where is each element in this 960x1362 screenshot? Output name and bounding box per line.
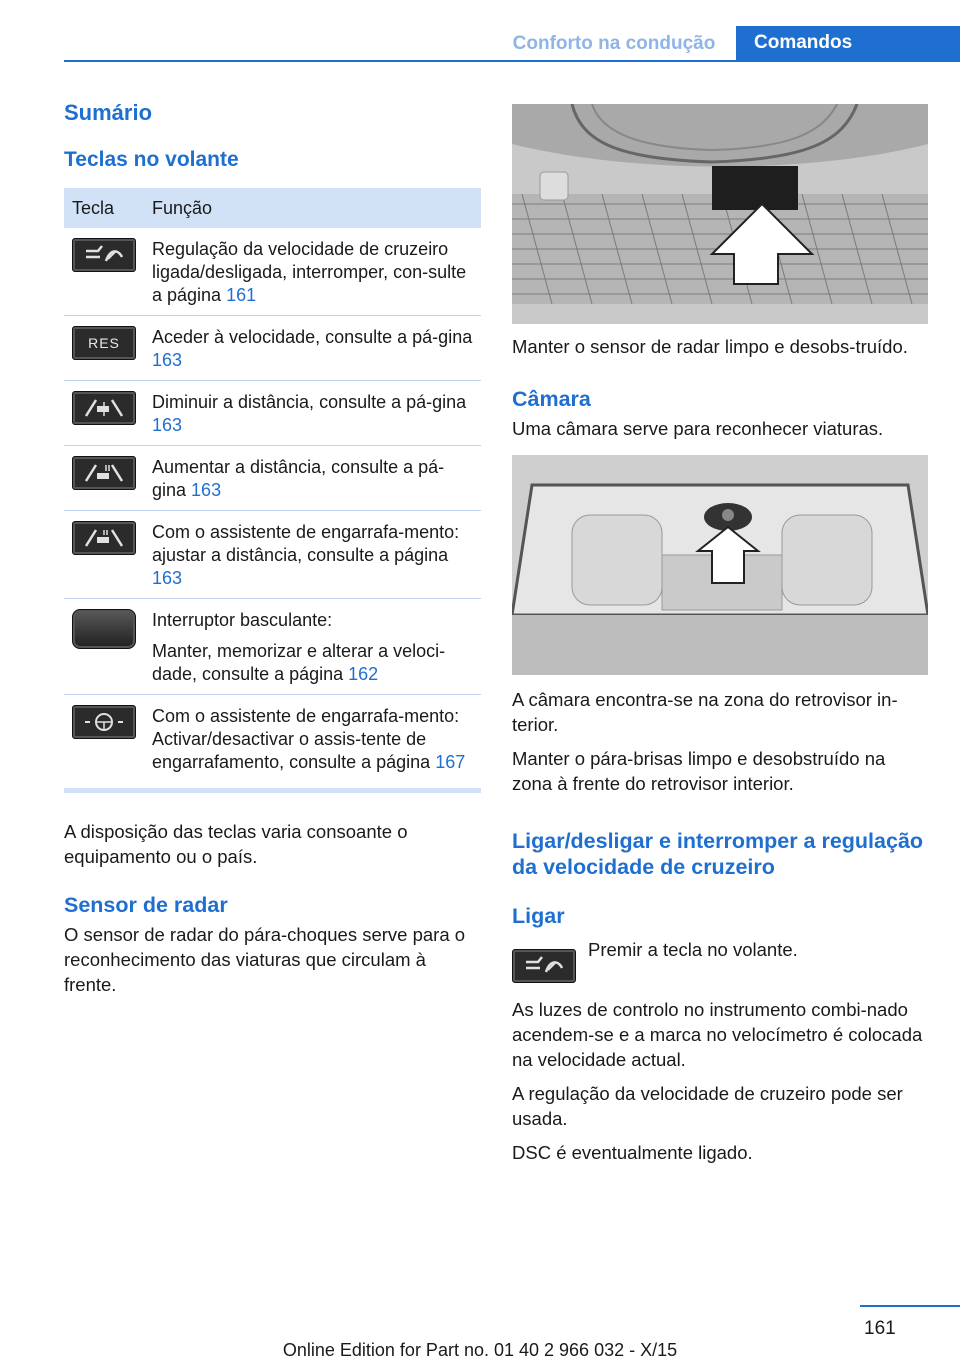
column-header-function: Função	[144, 188, 481, 228]
page-link[interactable]: 163	[191, 480, 222, 500]
camera-photo	[512, 455, 928, 675]
steering-keys-heading: Teclas no volante	[64, 148, 239, 171]
page-link[interactable]: 163	[152, 568, 183, 588]
keys-note: A disposição das teclas varia consoante o equipamento ou o país.	[64, 821, 408, 867]
cruise-control-key-icon	[512, 949, 576, 983]
radar-sensor-heading: Sensor de radar	[64, 893, 228, 917]
radar-photo-caption: Manter o sensor de radar limpo e desobs-truído.	[512, 336, 908, 357]
radar-sensor-text: O sensor de radar do pára-choques serve para o reconhecimento das viaturas que circulam à frente.	[64, 924, 466, 995]
camera-intro: Uma câmara serve para reconhecer viaturas.	[512, 418, 884, 439]
cruise-on-paragraph-2: A regulação da velocidade de cruzeiro pode ser usada.	[512, 1083, 903, 1129]
table-row	[64, 228, 481, 316]
distance-decrease-key-icon	[72, 391, 136, 425]
page-link[interactable]: 167	[435, 752, 466, 772]
camera-heading: Câmara	[512, 387, 591, 411]
table-row	[64, 381, 481, 446]
distance-increase-key-icon	[72, 456, 136, 490]
table-bottom-rule	[64, 788, 481, 793]
table-row	[64, 446, 481, 511]
cruise-control-section-heading: Ligar/desligar e interromper a regulação da velocidade de cruzeiro	[512, 829, 924, 879]
row-function-text: Com o assistente de engarrafa-mento: Activar/desactivar o assis-tente de engarrafamento, consulte a página	[152, 706, 460, 772]
traffic-jam-assistant-key-icon	[72, 705, 136, 739]
row-function-title: Interruptor basculante:	[152, 610, 333, 630]
page-number: 161	[864, 1318, 896, 1339]
rocker-switch-icon	[72, 609, 136, 649]
row-function-text: Diminuir a distância, consulte a pá-gina	[152, 392, 467, 412]
cruise-on-paragraph-3: DSC é eventualmente ligado.	[512, 1142, 753, 1163]
switch-on-heading: Ligar	[512, 904, 565, 928]
radar-sensor-photo	[512, 104, 928, 324]
summary-heading: Sumário	[64, 100, 153, 125]
row-function-text: Manter, memorizar e alterar a veloci-dade, consulte a página	[152, 641, 446, 684]
page-link[interactable]: 161	[226, 285, 257, 305]
cruise-control-key-icon	[72, 238, 136, 272]
table-row	[64, 599, 481, 695]
running-header-section: Conforto na condução	[512, 33, 716, 54]
table-row	[64, 316, 481, 381]
camera-clean-text: Manter o pára-brisas limpo e desobstruído na zona à frente do retrovisor interior.	[512, 748, 886, 794]
page-link[interactable]: 163	[152, 350, 183, 370]
steering-keys-table	[64, 188, 481, 788]
page-link[interactable]: 162	[348, 664, 379, 684]
switch-on-step	[512, 937, 928, 983]
row-function-text: Aceder à velocidade, consulte a pá-gina	[152, 327, 473, 347]
table-row	[64, 511, 481, 599]
edition-footer: Online Edition for Part no. 01 40 2 966 032 - X/15	[282, 1340, 678, 1360]
running-header-chapter: Comandos	[736, 26, 960, 62]
row-function-text: Com o assistente de engarrafa-mento: ajustar a distância, consulte a página	[152, 522, 460, 565]
left-column	[64, 100, 481, 997]
header-rule	[64, 60, 960, 62]
column-header-key: Tecla	[64, 188, 144, 228]
row-function-text: Aumentar a distância, consulte a pá-gina	[152, 457, 445, 500]
table-row	[64, 695, 481, 789]
camera-location-text: A câmara encontra-se na zona do retrovisor in-terior.	[512, 689, 898, 735]
right-column	[512, 104, 928, 1165]
cruise-on-paragraph-1: As luzes de controlo no instrumento combi-nado acendem-se e a marca no velocímetro é colocada na velocidade actual.	[512, 999, 923, 1070]
footer-rule	[860, 1305, 960, 1307]
table-header-row	[64, 188, 481, 228]
res-key-icon: RES	[72, 326, 136, 360]
distance-key-icon	[72, 521, 136, 555]
page-link[interactable]: 163	[152, 415, 183, 435]
row-function-text: Regulação da velocidade de cruzeiro ligada/desligada, interromper, con-sulte a página	[152, 239, 467, 305]
switch-on-step-text: Premir a tecla no volante.	[588, 939, 798, 960]
